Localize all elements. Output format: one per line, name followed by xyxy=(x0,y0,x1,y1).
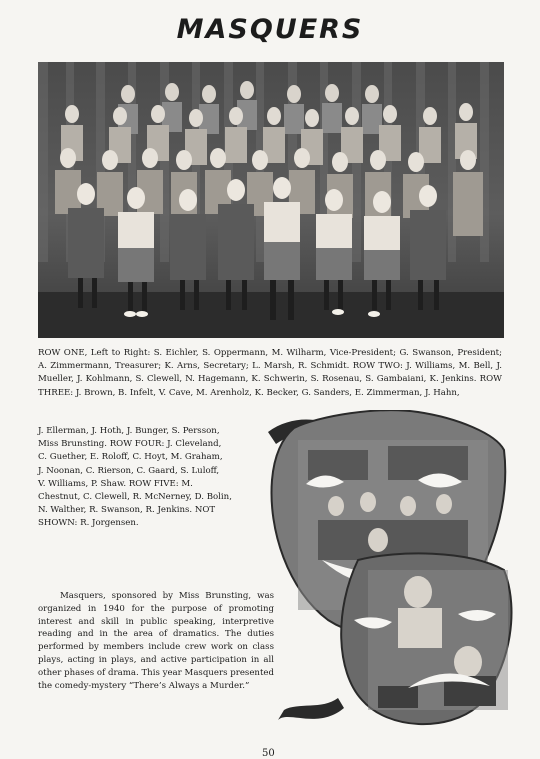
group-photo xyxy=(38,62,504,338)
caption-line: SHOWN: R. Jorgensen. xyxy=(38,518,139,529)
group-photo-art xyxy=(38,62,504,338)
caption-line: J. Ellerman, J. Hoth, J. Bunger, S. Persson, xyxy=(38,426,220,436)
caption-line: Miss Brunsting. ROW FOUR: J. Cleveland, xyxy=(38,439,222,450)
page-number: 50 xyxy=(262,748,275,759)
ribbon-shape xyxy=(278,698,344,720)
photo-caption-continued xyxy=(38,425,242,531)
caption-line: J. Noonan, C. Rierson, C. Gaard, S. Luloff, xyxy=(38,465,220,476)
photo-caption xyxy=(38,347,502,400)
caption-line: C. Guether, E. Roloff, C. Hoyt, M. Graham, xyxy=(38,452,223,463)
caption-line: N. Walther, R. Swanson, R. Jenkins. NOT xyxy=(38,505,216,516)
caption-full-text: ROW ONE, Left to Right: S. Eichler, S. Oppermann, M. Wilharm, Vice-President; G. Swanson, President; A. Zimmermann, Treasurer; K. Arns, Secretary; L. Marsh, R. Schmidt. ROW TWO: J. Williams, M. Bell, J. Mueller, J. Kohlmann, S. Clewell, N. Hagemann, K. Schwerin, S. Rosenau, S. Gambaiani, K. Jenkins. ROW THREE: J. Brown, B. Infelt, V. Cave, M. Arenholz, K. Becker, G. Sanders, E. Zimmerman, J. Hahn, xyxy=(38,348,502,398)
caption-line: V. Williams, P. Shaw. ROW FIVE: M. xyxy=(38,478,193,489)
caption-line: Chestnut, C. Clewell, R. McNerney, D. Bolin, xyxy=(38,492,232,503)
page-title: MASQUERS xyxy=(176,14,364,45)
drama-masks-image xyxy=(258,410,520,732)
drama-masks-art xyxy=(258,410,520,732)
club-description: Masquers, sponsored by Miss Brunsting, was organized in 1940 for the purpose of promoting interest and skill in public speaking, interpretive reading and in the area of dramatics. The duties performed by members include crew work on class plays, acting in plays, and active participation in all other phases of drama. This year Masquers presented the comedy-mystery “There’s Always a Murder.” xyxy=(38,591,274,691)
